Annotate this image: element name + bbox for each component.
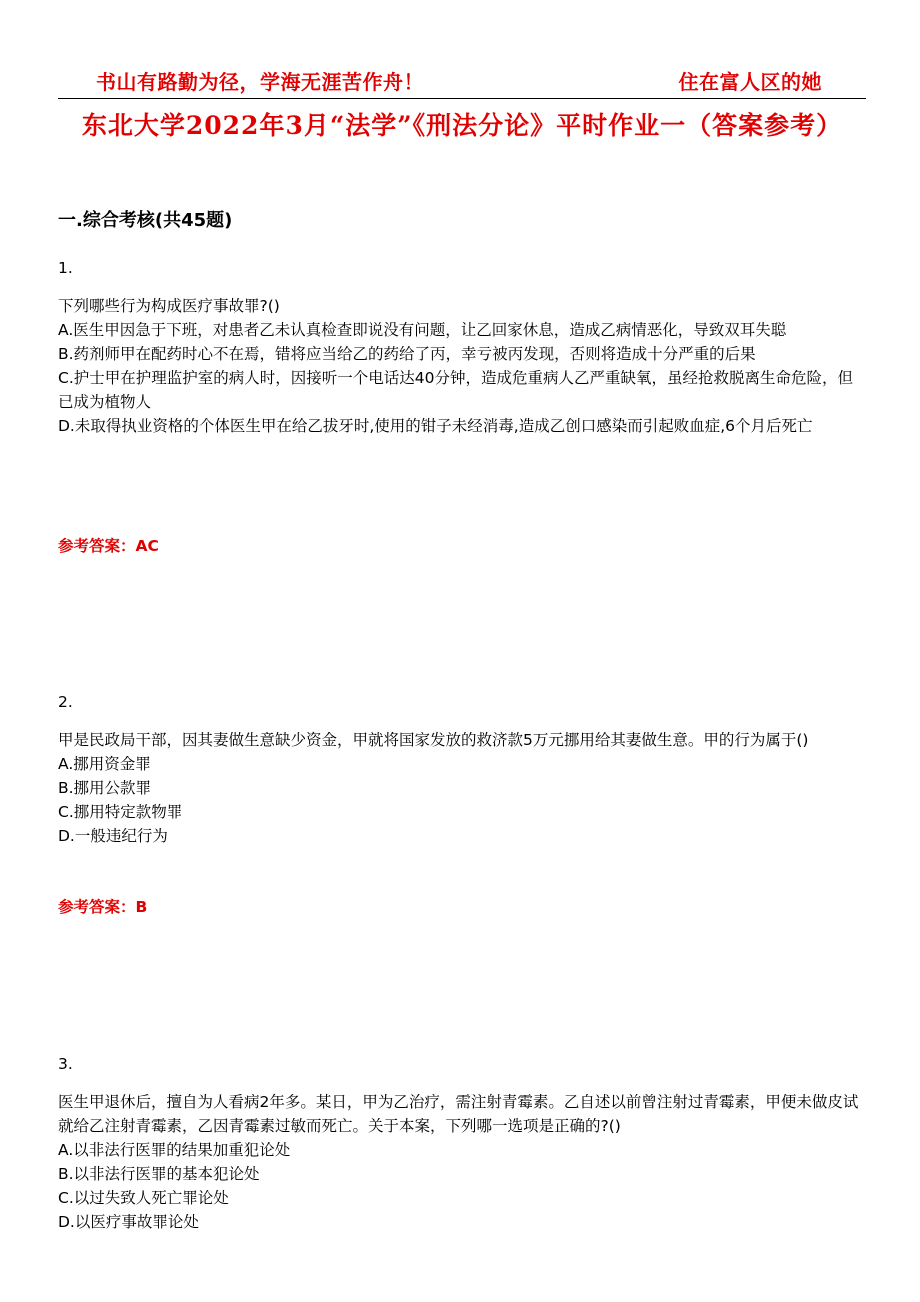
question-1 (58, 256, 868, 438)
question-option: B.药剂师甲在配药时心不在焉，错将应当给乙的药给了丙，幸亏被丙发现，否则将造成十分严重的后果 (58, 345, 756, 363)
question-option: A.医生甲因急于下班，对患者乙未认真检查即说没有问题，让乙回家休息，造成乙病情恶化，导致双耳失聪 (58, 321, 787, 339)
question-number: 1. (58, 259, 73, 277)
question-option: D.一般违纪行为 (58, 827, 168, 845)
question-number: 3. (58, 1055, 73, 1073)
question-option: A.以非法行医罪的结果加重犯论处 (58, 1141, 291, 1159)
question-option: C.护士甲在护理监护室的病人时，因接听一个电话达40分钟，造成危重病人乙严重缺氧，虽经抢救脱离生命危险，但已成为植物人 (58, 369, 853, 411)
section-title: 一.综合考核(共45题) (58, 210, 233, 231)
page-header (58, 62, 866, 99)
question-option: B.以非法行医罪的基本犯论处 (58, 1165, 260, 1183)
question-option: C.挪用特定款物罪 (58, 803, 183, 821)
question-2 (58, 690, 868, 848)
answer-1: 参考答案：AC (58, 537, 159, 555)
question-option: D.以医疗事故罪论处 (58, 1213, 199, 1231)
question-stem: 甲是民政局干部，因其妻做生意缺少资金，甲就将国家发放的救济款5万元挪用给其妻做生意。甲的行为属于() (58, 731, 809, 749)
question-option: D.未取得执业资格的个体医生甲在给乙拔牙时,使用的钳子未经消毒,造成乙创口感染而引起败血症,6个月后死亡 (58, 417, 813, 435)
question-3 (58, 1052, 868, 1234)
document-title: 东北大学2022年3月“法学”《刑法分论》平时作业一（答案参考） (81, 111, 843, 140)
answer-2: 参考答案：B (58, 898, 148, 916)
header-slogan-left: 书山有路勤为径，学海无涯苦作舟！ (96, 70, 424, 94)
question-option: C.以过失致人死亡罪论处 (58, 1189, 229, 1207)
question-option: A.挪用资金罪 (58, 755, 151, 773)
question-stem: 医生甲退休后，擅自为人看病2年多。某日，甲为乙治疗，需注射青霉素。乙自述以前曾注射过青霉素，甲便未做皮试就给乙注射青霉素，乙因青霉素过敏而死亡。关于本案，下列哪一选项是正确的?() (58, 1093, 859, 1135)
header-slogan-right: 住在富人区的她 (678, 70, 822, 94)
question-number: 2. (58, 693, 73, 711)
question-option: B.挪用公款罪 (58, 779, 152, 797)
question-stem: 下列哪些行为构成医疗事故罪?() (58, 297, 280, 315)
